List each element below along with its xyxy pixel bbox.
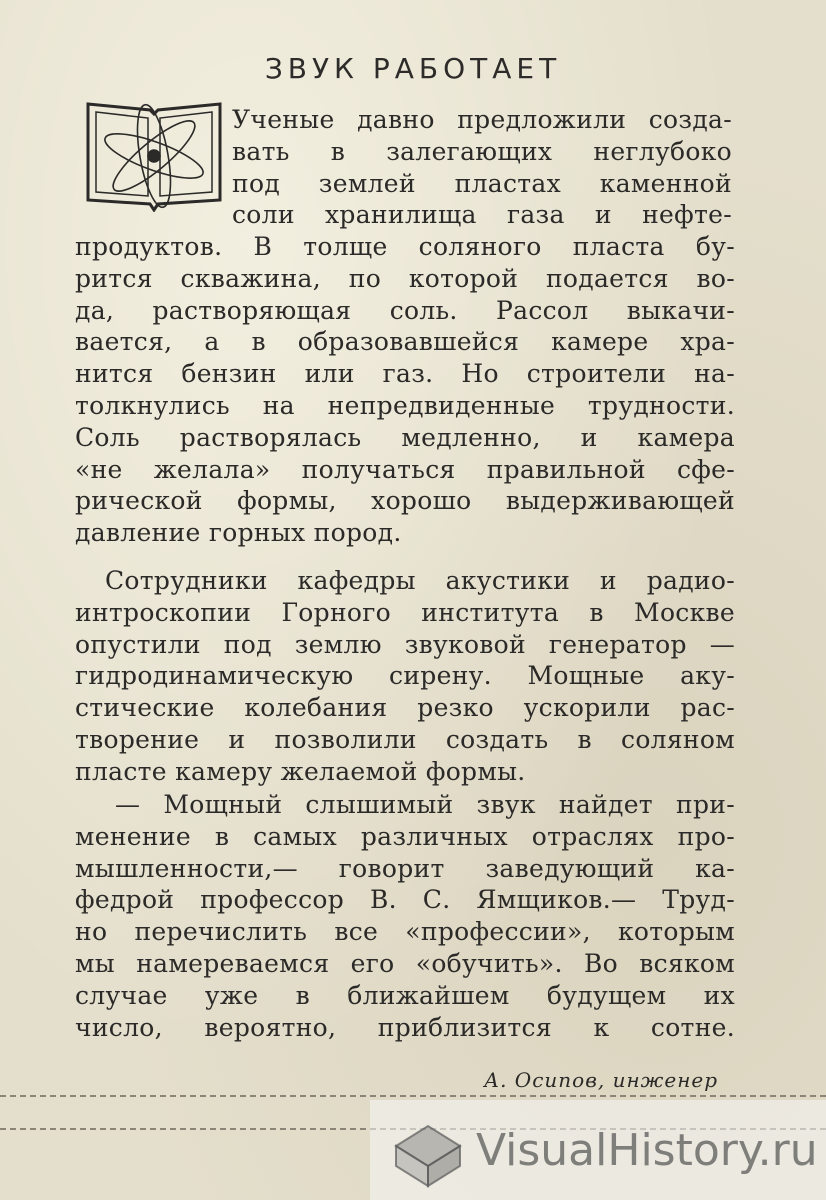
text-line: вается, а в образовавшейся камере хра-	[75, 327, 735, 357]
paragraph-2	[75, 565, 735, 788]
text-line: опустили под землю звуковой генератор —	[75, 629, 735, 659]
text-line: мы намереваемся его «обучить». Во всяком	[75, 948, 735, 978]
paragraph-3	[75, 789, 735, 1043]
text-line: творение и позволили создать в соляном	[75, 724, 735, 754]
text-line: соли хранилища газа и нефте-	[232, 200, 732, 230]
author-name: А. Осипов,	[483, 1068, 606, 1092]
text-line: число, вероятно, приблизится к сотне.	[75, 1012, 735, 1042]
intro-paragraph	[232, 104, 732, 231]
text-line: нится бензин или газ. Но строители на-	[75, 359, 735, 389]
text-line: мышленности,— говорит заведующий ка-	[75, 853, 735, 883]
watermark-text: VisualHistory.ru	[476, 1124, 818, 1176]
text-line: да, растворяющая соль. Рассол выкачи-	[75, 295, 735, 325]
text-line: давление горных пород.	[75, 518, 402, 548]
paragraph-1	[75, 231, 735, 549]
text-line: федрой профессор В. С. Ямщиков.— Труд-	[75, 885, 735, 915]
text-line: Соль растворялась медленно, и камера	[75, 422, 735, 452]
text-line: под землей пластах каменной	[232, 168, 732, 198]
atom-book-icon	[84, 100, 224, 212]
text-line: интроскопии Горного института в Москве	[75, 597, 735, 627]
text-line: гидродинамическую сирену. Мощные аку-	[75, 661, 735, 691]
watermark	[370, 1100, 826, 1200]
text-line: вать в залегающих неглубоко	[232, 136, 732, 166]
dashed-cut-line	[0, 1095, 826, 1099]
text-line: толкнулись на непредвиденные трудности.	[75, 390, 735, 420]
text-line: рической формы, хорошо выдерживающей	[75, 486, 735, 516]
article-title: ЗВУК РАБОТАЕТ	[264, 52, 562, 85]
author-signature	[484, 1068, 718, 1092]
text-line: но перечислить все «профессии», которым	[75, 917, 735, 947]
text-line: случае уже в ближайшем будущем их	[75, 980, 735, 1010]
text-line: стические колебания резко ускорили рас-	[75, 693, 735, 723]
text-line: пласте камеру желаемой формы.	[75, 756, 526, 786]
text-line: Сотрудники кафедры акустики и радио-	[105, 566, 735, 595]
author-role: инженер	[612, 1068, 718, 1092]
visualhistory-logo-icon	[388, 1110, 468, 1190]
text-line: рится скважина, по которой подается во-	[75, 263, 735, 293]
text-line: Ученые давно предложили созда-	[232, 105, 732, 134]
text-line: менение в самых различных отраслях про-	[75, 821, 735, 851]
text-line: — Мощный слышимый звук найдет при-	[115, 790, 735, 819]
text-line: продуктов. В толще соляного пласта бу-	[75, 232, 735, 261]
text-line: «не желала» получаться правильной сфе-	[75, 454, 735, 484]
